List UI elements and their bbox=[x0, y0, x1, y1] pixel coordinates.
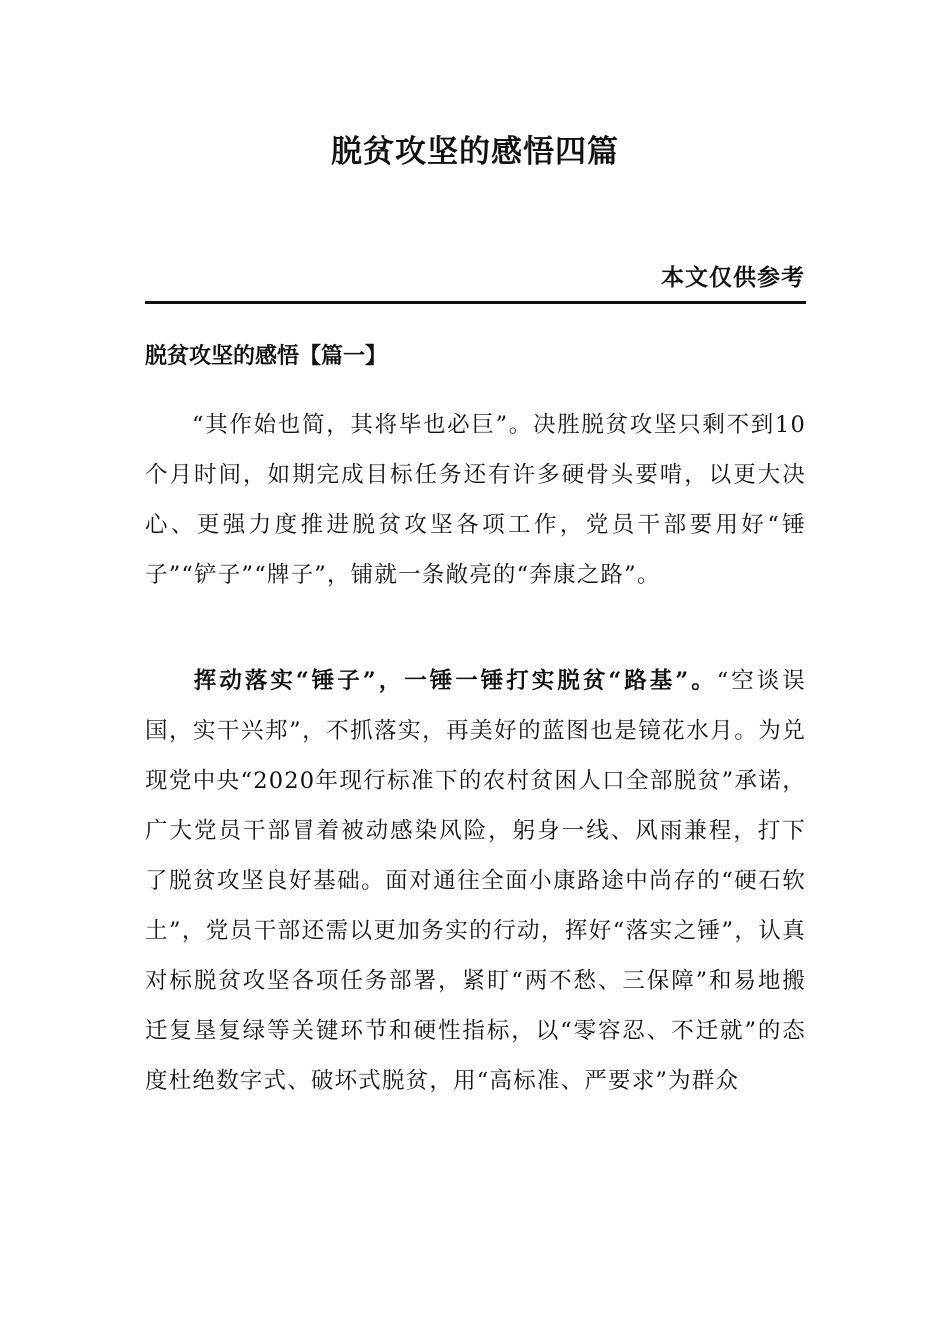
paragraph-2-text: “空谈误国，实干兴邦”，不抓落实，再美好的蓝图也是镜花水月。为兑现党中央“2020年现行标准下的农村贫困人口全部脱贫”承诺，广大党员干部冒着被动感染风险，躬身一线、风雨兼程，打下了脱贫攻坚良好基础。面对通往全面小康路途中尚存的“硬石软土”，党员干部还需以更加务实的行动，挥好“落实之锤”，认真对标脱贫攻坚各项任务部署，紧盯“两不愁、三保障”和易地搬迁复垦复绿等关键环节和硬性指标，以“零容忍、不迁就”的态度杜绝数字式、破坏式脱贫，用“高标准、严要求”为群众 bbox=[145, 668, 806, 1094]
header-divider bbox=[145, 301, 806, 304]
paragraph-2-lead: 挥动落实“锤子”，一锤一锤打实脱贫“路基”。 bbox=[192, 668, 717, 694]
paragraph-1-text: “其作始也简，其将毕也必巨”。决胜脱贫攻坚只剩不到10个月时间，如期完成目标任务还有许多硬骨头要啃，以更大决心、更强力度推进脱贫攻坚各项工作，党员干部要用好“锤子”“铲子”“牌子”，铺就一条敞亮的“奔康之路”。 bbox=[145, 412, 806, 588]
paragraph-1 bbox=[145, 400, 806, 600]
document-title: 脱贫攻坚的感悟四篇 bbox=[331, 134, 619, 170]
paragraph-2 bbox=[145, 656, 806, 1106]
reference-note: 本文仅供参考 bbox=[661, 264, 805, 291]
section-heading: 脱贫攻坚的感悟【篇一】 bbox=[145, 343, 388, 369]
